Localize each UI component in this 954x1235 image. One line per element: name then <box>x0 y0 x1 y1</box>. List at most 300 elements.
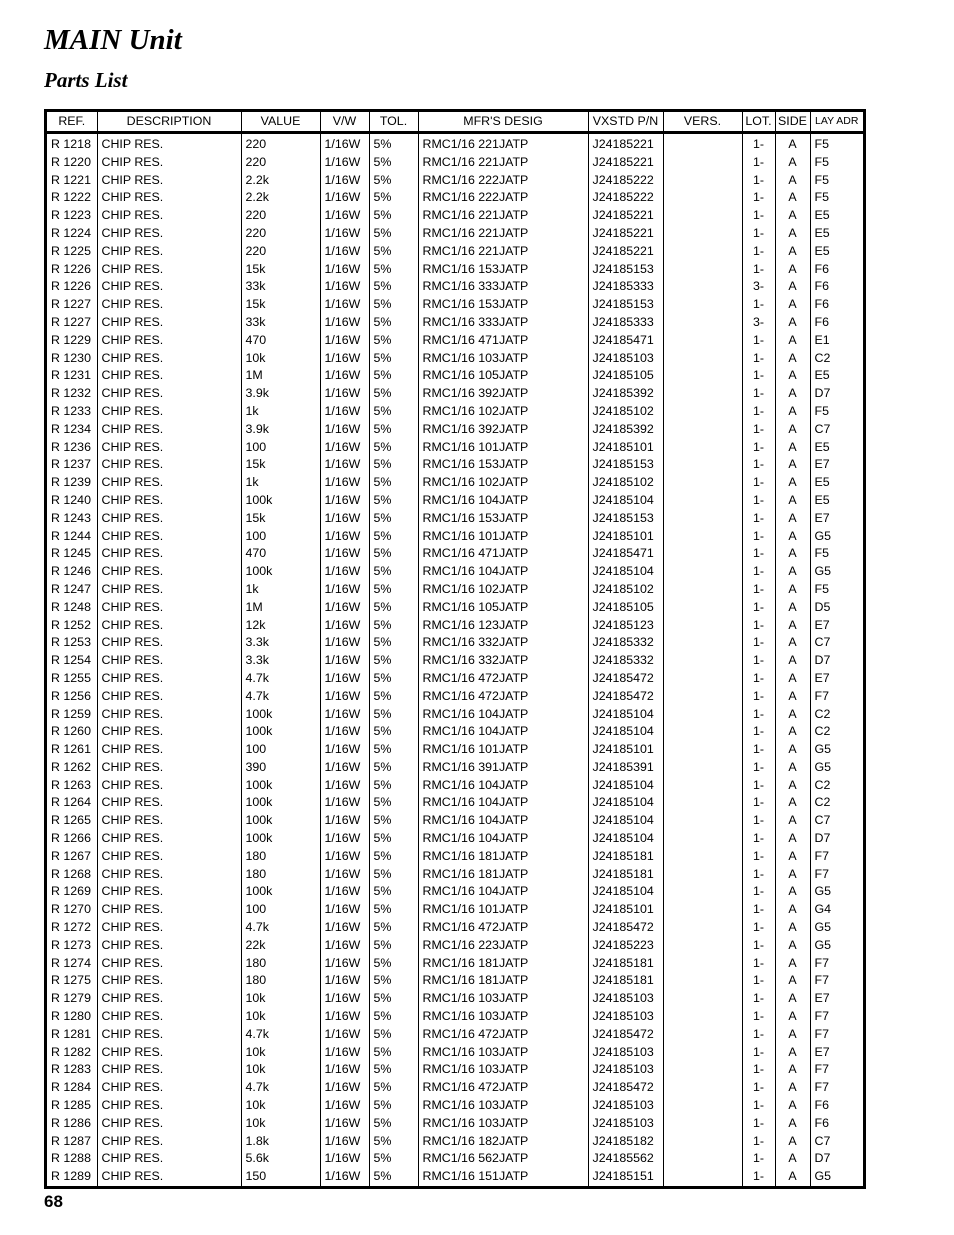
cell-lot: 3- <box>742 278 775 296</box>
cell-ref: R 1221 <box>47 172 97 190</box>
cell-description: CHIP RES. <box>97 723 241 741</box>
cell-vxstd-pn: J24185221 <box>588 154 663 172</box>
cell-description: CHIP RES. <box>97 848 241 866</box>
cell-lay-adr: F5 <box>814 190 829 205</box>
cell-ref: R 1263 <box>47 777 97 795</box>
cell-vers <box>663 688 742 706</box>
cell-ref: R 1248 <box>47 599 97 617</box>
table-row <box>47 332 863 350</box>
cell-lay-adr: C2 <box>814 706 831 721</box>
cell-tol: 5% <box>369 189 418 207</box>
cell-value: 470 <box>241 332 320 350</box>
cell-vw: 1/16W <box>320 528 369 546</box>
cell-vxstd-pn: J24185103 <box>588 1097 663 1115</box>
cell-vw: 1/16W <box>320 1133 369 1151</box>
cell-mfrs-desig: RMC1/16 471JATP <box>418 545 588 563</box>
cell-description: CHIP RES. <box>97 634 241 652</box>
cell-vers <box>663 848 742 866</box>
cell-description: CHIP RES. <box>97 439 241 457</box>
table-row <box>47 385 863 403</box>
cell-lay-adr: E5 <box>814 243 830 258</box>
cell-lay-adr: E1 <box>814 332 830 347</box>
cell-value: 22k <box>241 937 320 955</box>
cell-lay-adr: F6 <box>814 1115 829 1130</box>
cell-vw: 1/16W <box>320 296 369 314</box>
cell-vxstd-pn: J24185103 <box>588 1044 663 1062</box>
table-row <box>47 456 863 474</box>
cell-side: A <box>775 403 810 421</box>
cell-vw: 1/16W <box>320 972 369 990</box>
cell-lay-adr: F5 <box>814 403 829 418</box>
cell-lot: 1- <box>742 421 775 439</box>
cell-ref: R 1270 <box>47 901 97 919</box>
cell-value: 15k <box>241 261 320 279</box>
cell-lay-adr: F6 <box>814 279 829 294</box>
cell-vw: 1/16W <box>320 1168 369 1186</box>
cell-vers <box>663 812 742 830</box>
cell-lot: 1- <box>742 474 775 492</box>
cell-tol: 5% <box>369 545 418 563</box>
cell-ref: R 1280 <box>47 1008 97 1026</box>
cell-lot: 1- <box>742 972 775 990</box>
cell-value: 33k <box>241 314 320 332</box>
col-header-vw: V/W <box>320 112 369 133</box>
cell-value: 100k <box>241 723 320 741</box>
cell-value: 180 <box>241 848 320 866</box>
cell-description: CHIP RES. <box>97 385 241 403</box>
cell-tol: 5% <box>369 172 418 190</box>
cell-vers <box>663 866 742 884</box>
cell-mfrs-desig: RMC1/16 104JATP <box>418 706 588 724</box>
cell-vxstd-pn: J24185221 <box>588 225 663 243</box>
cell-description: CHIP RES. <box>97 563 241 581</box>
cell-vers <box>663 723 742 741</box>
cell-vers <box>663 385 742 403</box>
cell-mfrs-desig: RMC1/16 332JATP <box>418 652 588 670</box>
cell-vxstd-pn: J24185101 <box>588 439 663 457</box>
cell-ref: R 1229 <box>47 332 97 350</box>
cell-lay-adr: C2 <box>814 724 831 739</box>
cell-lot: 1- <box>742 599 775 617</box>
cell-vxstd-pn: J24185181 <box>588 866 663 884</box>
cell-side: A <box>775 599 810 617</box>
cell-lot: 1- <box>742 510 775 528</box>
cell-vers <box>663 1026 742 1044</box>
cell-vers <box>663 278 742 296</box>
cell-ref: R 1253 <box>47 634 97 652</box>
cell-vxstd-pn: J24185153 <box>588 456 663 474</box>
cell-description: CHIP RES. <box>97 154 241 172</box>
table-row <box>47 759 863 777</box>
table-row <box>47 207 863 225</box>
cell-vxstd-pn: J24185104 <box>588 706 663 724</box>
cell-value: 2.2k <box>241 172 320 190</box>
cell-side: A <box>775 937 810 955</box>
cell-mfrs-desig: RMC1/16 102JATP <box>418 581 588 599</box>
cell-vxstd-pn: J24185104 <box>588 794 663 812</box>
cell-vers <box>663 652 742 670</box>
cell-lot: 1- <box>742 367 775 385</box>
cell-side: A <box>775 1150 810 1168</box>
cell-lot: 1- <box>742 706 775 724</box>
cell-mfrs-desig: RMC1/16 332JATP <box>418 634 588 652</box>
cell-side: A <box>775 563 810 581</box>
cell-vw: 1/16W <box>320 1115 369 1133</box>
cell-vxstd-pn: J24185182 <box>588 1133 663 1151</box>
cell-vw: 1/16W <box>320 617 369 635</box>
cell-side: A <box>775 777 810 795</box>
cell-value: 390 <box>241 759 320 777</box>
cell-value: 10k <box>241 1097 320 1115</box>
cell-vw: 1/16W <box>320 350 369 368</box>
cell-tol: 5% <box>369 955 418 973</box>
cell-lot: 1- <box>742 830 775 848</box>
cell-mfrs-desig: RMC1/16 153JATP <box>418 296 588 314</box>
cell-mfrs-desig: RMC1/16 101JATP <box>418 439 588 457</box>
cell-description: CHIP RES. <box>97 617 241 635</box>
cell-mfrs-desig: RMC1/16 153JATP <box>418 456 588 474</box>
cell-lot: 1- <box>742 848 775 866</box>
cell-vxstd-pn: J24185392 <box>588 385 663 403</box>
cell-value: 4.7k <box>241 670 320 688</box>
cell-tol: 5% <box>369 1026 418 1044</box>
cell-lay-adr: F7 <box>814 1062 829 1077</box>
table-row <box>47 172 863 190</box>
cell-ref: R 1239 <box>47 474 97 492</box>
cell-ref: R 1245 <box>47 545 97 563</box>
cell-side: A <box>775 1061 810 1079</box>
cell-mfrs-desig: RMC1/16 223JATP <box>418 937 588 955</box>
cell-mfrs-desig: RMC1/16 221JATP <box>418 243 588 261</box>
cell-lot: 1- <box>742 225 775 243</box>
cell-lay-adr: C7 <box>814 635 831 650</box>
cell-side: A <box>775 812 810 830</box>
cell-vxstd-pn: J24185103 <box>588 350 663 368</box>
table-row <box>47 1115 863 1133</box>
table-row <box>47 1133 863 1151</box>
table-row <box>47 1061 863 1079</box>
cell-lot: 1- <box>742 528 775 546</box>
cell-value: 1k <box>241 403 320 421</box>
cell-mfrs-desig: RMC1/16 103JATP <box>418 1044 588 1062</box>
cell-ref: R 1269 <box>47 883 97 901</box>
cell-lay-adr: C2 <box>814 350 831 365</box>
cell-description: CHIP RES. <box>97 741 241 759</box>
cell-vers <box>663 154 742 172</box>
cell-side: A <box>775 296 810 314</box>
cell-side: A <box>775 350 810 368</box>
cell-vw: 1/16W <box>320 189 369 207</box>
table-row <box>47 599 863 617</box>
col-header-side: SIDE <box>775 112 810 133</box>
cell-vw: 1/16W <box>320 741 369 759</box>
cell-value: 1k <box>241 581 320 599</box>
cell-side: A <box>775 741 810 759</box>
cell-mfrs-desig: RMC1/16 221JATP <box>418 133 588 154</box>
cell-description: CHIP RES. <box>97 474 241 492</box>
cell-side: A <box>775 634 810 652</box>
cell-tol: 5% <box>369 1008 418 1026</box>
col-header-vers: VERS. <box>663 112 742 133</box>
col-header-tol: TOL. <box>369 112 418 133</box>
cell-lay-adr: F6 <box>814 1098 829 1113</box>
cell-vxstd-pn: J24185104 <box>588 777 663 795</box>
cell-value: 1M <box>241 599 320 617</box>
table-row <box>47 545 863 563</box>
cell-mfrs-desig: RMC1/16 104JATP <box>418 723 588 741</box>
cell-lot: 1- <box>742 581 775 599</box>
cell-tol: 5% <box>369 510 418 528</box>
cell-vw: 1/16W <box>320 1097 369 1115</box>
cell-ref: R 1281 <box>47 1026 97 1044</box>
cell-lot: 1- <box>742 883 775 901</box>
cell-mfrs-desig: RMC1/16 104JATP <box>418 794 588 812</box>
cell-ref: R 1255 <box>47 670 97 688</box>
table-row <box>47 1168 863 1186</box>
cell-tol: 5% <box>369 421 418 439</box>
cell-vxstd-pn: J24185562 <box>588 1150 663 1168</box>
cell-lot: 1- <box>742 385 775 403</box>
cell-lay-adr: E5 <box>814 225 830 240</box>
cell-side: A <box>775 670 810 688</box>
table-row <box>47 1026 863 1044</box>
cell-side: A <box>775 919 810 937</box>
cell-value: 100k <box>241 794 320 812</box>
cell-vxstd-pn: J24185472 <box>588 919 663 937</box>
cell-tol: 5% <box>369 866 418 884</box>
cell-ref: R 1275 <box>47 972 97 990</box>
cell-lot: 1- <box>742 189 775 207</box>
cell-tol: 5% <box>369 1115 418 1133</box>
cell-value: 10k <box>241 1115 320 1133</box>
cell-ref: R 1226 <box>47 278 97 296</box>
cell-value: 100k <box>241 812 320 830</box>
cell-vers <box>663 225 742 243</box>
cell-lot: 1- <box>742 563 775 581</box>
cell-tol: 5% <box>369 385 418 403</box>
cell-value: 100k <box>241 563 320 581</box>
cell-tol: 5% <box>369 261 418 279</box>
cell-vw: 1/16W <box>320 1044 369 1062</box>
cell-vxstd-pn: J24185181 <box>588 972 663 990</box>
cell-vxstd-pn: J24185221 <box>588 207 663 225</box>
cell-ref: R 1226 <box>47 261 97 279</box>
cell-tol: 5% <box>369 1061 418 1079</box>
cell-side: A <box>775 794 810 812</box>
cell-side: A <box>775 617 810 635</box>
cell-vw: 1/16W <box>320 901 369 919</box>
cell-description: CHIP RES. <box>97 367 241 385</box>
cell-mfrs-desig: RMC1/16 102JATP <box>418 474 588 492</box>
cell-lot: 1- <box>742 1115 775 1133</box>
table-row <box>47 972 863 990</box>
cell-description: CHIP RES. <box>97 1079 241 1097</box>
cell-ref: R 1234 <box>47 421 97 439</box>
cell-vers <box>663 955 742 973</box>
cell-vers <box>663 456 742 474</box>
cell-vw: 1/16W <box>320 243 369 261</box>
cell-value: 100 <box>241 901 320 919</box>
cell-tol: 5% <box>369 599 418 617</box>
cell-lot: 1- <box>742 759 775 777</box>
cell-vw: 1/16W <box>320 990 369 1008</box>
cell-vxstd-pn: J24185222 <box>588 189 663 207</box>
cell-vers <box>663 670 742 688</box>
cell-side: A <box>775 133 810 154</box>
cell-mfrs-desig: RMC1/16 104JATP <box>418 883 588 901</box>
cell-vers <box>663 207 742 225</box>
cell-ref: R 1254 <box>47 652 97 670</box>
cell-description: CHIP RES. <box>97 990 241 1008</box>
cell-vw: 1/16W <box>320 866 369 884</box>
cell-lay-adr: E7 <box>814 991 830 1006</box>
table-row <box>47 1079 863 1097</box>
cell-mfrs-desig: RMC1/16 103JATP <box>418 1061 588 1079</box>
cell-side: A <box>775 278 810 296</box>
cell-vers <box>663 367 742 385</box>
cell-lot: 1- <box>742 955 775 973</box>
cell-description: CHIP RES. <box>97 1133 241 1151</box>
cell-value: 220 <box>241 225 320 243</box>
cell-vxstd-pn: J24185102 <box>588 581 663 599</box>
cell-lay-adr: F5 <box>814 546 829 561</box>
cell-vers <box>663 1008 742 1026</box>
cell-description: CHIP RES. <box>97 688 241 706</box>
cell-vxstd-pn: J24185105 <box>588 367 663 385</box>
cell-value: 10k <box>241 1008 320 1026</box>
cell-vxstd-pn: J24185472 <box>588 688 663 706</box>
cell-description: CHIP RES. <box>97 652 241 670</box>
cell-lot: 1- <box>742 1133 775 1151</box>
cell-tol: 5% <box>369 812 418 830</box>
cell-vw: 1/16W <box>320 332 369 350</box>
table-row <box>47 1097 863 1115</box>
cell-lay-adr: F7 <box>814 848 829 863</box>
cell-lay-adr: F7 <box>814 955 829 970</box>
cell-side: A <box>775 723 810 741</box>
cell-vxstd-pn: J24185151 <box>588 1168 663 1186</box>
cell-mfrs-desig: RMC1/16 103JATP <box>418 1115 588 1133</box>
cell-lay-adr: G5 <box>814 564 832 579</box>
cell-vers <box>663 189 742 207</box>
cell-vw: 1/16W <box>320 172 369 190</box>
cell-tol: 5% <box>369 243 418 261</box>
cell-description: CHIP RES. <box>97 670 241 688</box>
cell-value: 4.7k <box>241 1026 320 1044</box>
cell-side: A <box>775 652 810 670</box>
cell-lay-adr: C7 <box>814 813 831 828</box>
table-row <box>47 652 863 670</box>
cell-lay-adr: D7 <box>814 386 831 401</box>
cell-tol: 5% <box>369 1150 418 1168</box>
cell-vxstd-pn: J24185102 <box>588 403 663 421</box>
cell-ref: R 1274 <box>47 955 97 973</box>
cell-vers <box>663 261 742 279</box>
cell-description: CHIP RES. <box>97 812 241 830</box>
cell-mfrs-desig: RMC1/16 562JATP <box>418 1150 588 1168</box>
cell-tol: 5% <box>369 528 418 546</box>
cell-vers <box>663 350 742 368</box>
cell-lot: 1- <box>742 456 775 474</box>
cell-side: A <box>775 456 810 474</box>
cell-vxstd-pn: J24185123 <box>588 617 663 635</box>
cell-description: CHIP RES. <box>97 901 241 919</box>
cell-ref: R 1231 <box>47 367 97 385</box>
cell-lay-adr: D7 <box>814 831 831 846</box>
cell-vxstd-pn: J24185153 <box>588 510 663 528</box>
cell-tol: 5% <box>369 367 418 385</box>
cell-ref: R 1288 <box>47 1150 97 1168</box>
table-row <box>47 225 863 243</box>
cell-vxstd-pn: J24185103 <box>588 1115 663 1133</box>
cell-vw: 1/16W <box>320 919 369 937</box>
cell-vers <box>663 1133 742 1151</box>
cell-lot: 1- <box>742 1079 775 1097</box>
cell-vers <box>663 990 742 1008</box>
cell-vxstd-pn: J24185332 <box>588 634 663 652</box>
cell-value: 100 <box>241 741 320 759</box>
cell-mfrs-desig: RMC1/16 104JATP <box>418 492 588 510</box>
cell-tol: 5% <box>369 474 418 492</box>
cell-description: CHIP RES. <box>97 261 241 279</box>
cell-lot: 1- <box>742 243 775 261</box>
cell-tol: 5% <box>369 937 418 955</box>
col-header-lay-adr: LAY ADR <box>810 112 863 133</box>
table-row <box>47 634 863 652</box>
cell-value: 180 <box>241 955 320 973</box>
table-row <box>47 421 863 439</box>
table-row <box>47 1150 863 1168</box>
table-row <box>47 883 863 901</box>
cell-description: CHIP RES. <box>97 296 241 314</box>
cell-mfrs-desig: RMC1/16 104JATP <box>418 563 588 581</box>
cell-value: 150 <box>241 1168 320 1186</box>
cell-ref: R 1218 <box>47 133 97 154</box>
cell-tol: 5% <box>369 830 418 848</box>
cell-tol: 5% <box>369 972 418 990</box>
cell-ref: R 1232 <box>47 385 97 403</box>
cell-description: CHIP RES. <box>97 883 241 901</box>
cell-side: A <box>775 189 810 207</box>
cell-lay-adr: F7 <box>814 973 829 988</box>
cell-vxstd-pn: J24185221 <box>588 133 663 154</box>
cell-value: 10k <box>241 1061 320 1079</box>
cell-description: CHIP RES. <box>97 332 241 350</box>
cell-ref: R 1279 <box>47 990 97 1008</box>
cell-value: 1k <box>241 474 320 492</box>
cell-ref: R 1222 <box>47 189 97 207</box>
cell-mfrs-desig: RMC1/16 471JATP <box>418 332 588 350</box>
page-title: MAIN Unit <box>44 24 182 56</box>
cell-lay-adr: F6 <box>814 261 829 276</box>
cell-side: A <box>775 225 810 243</box>
cell-tol: 5% <box>369 741 418 759</box>
cell-vw: 1/16W <box>320 545 369 563</box>
cell-value: 4.7k <box>241 1079 320 1097</box>
cell-value: 180 <box>241 972 320 990</box>
cell-value: 100k <box>241 777 320 795</box>
cell-value: 1M <box>241 367 320 385</box>
cell-lay-adr: E7 <box>814 510 830 525</box>
cell-lay-adr: F7 <box>814 1026 829 1041</box>
cell-mfrs-desig: RMC1/16 151JATP <box>418 1168 588 1186</box>
cell-vers <box>663 883 742 901</box>
cell-lot: 1- <box>742 1008 775 1026</box>
cell-vw: 1/16W <box>320 777 369 795</box>
cell-tol: 5% <box>369 133 418 154</box>
cell-vw: 1/16W <box>320 278 369 296</box>
cell-description: CHIP RES. <box>97 919 241 937</box>
